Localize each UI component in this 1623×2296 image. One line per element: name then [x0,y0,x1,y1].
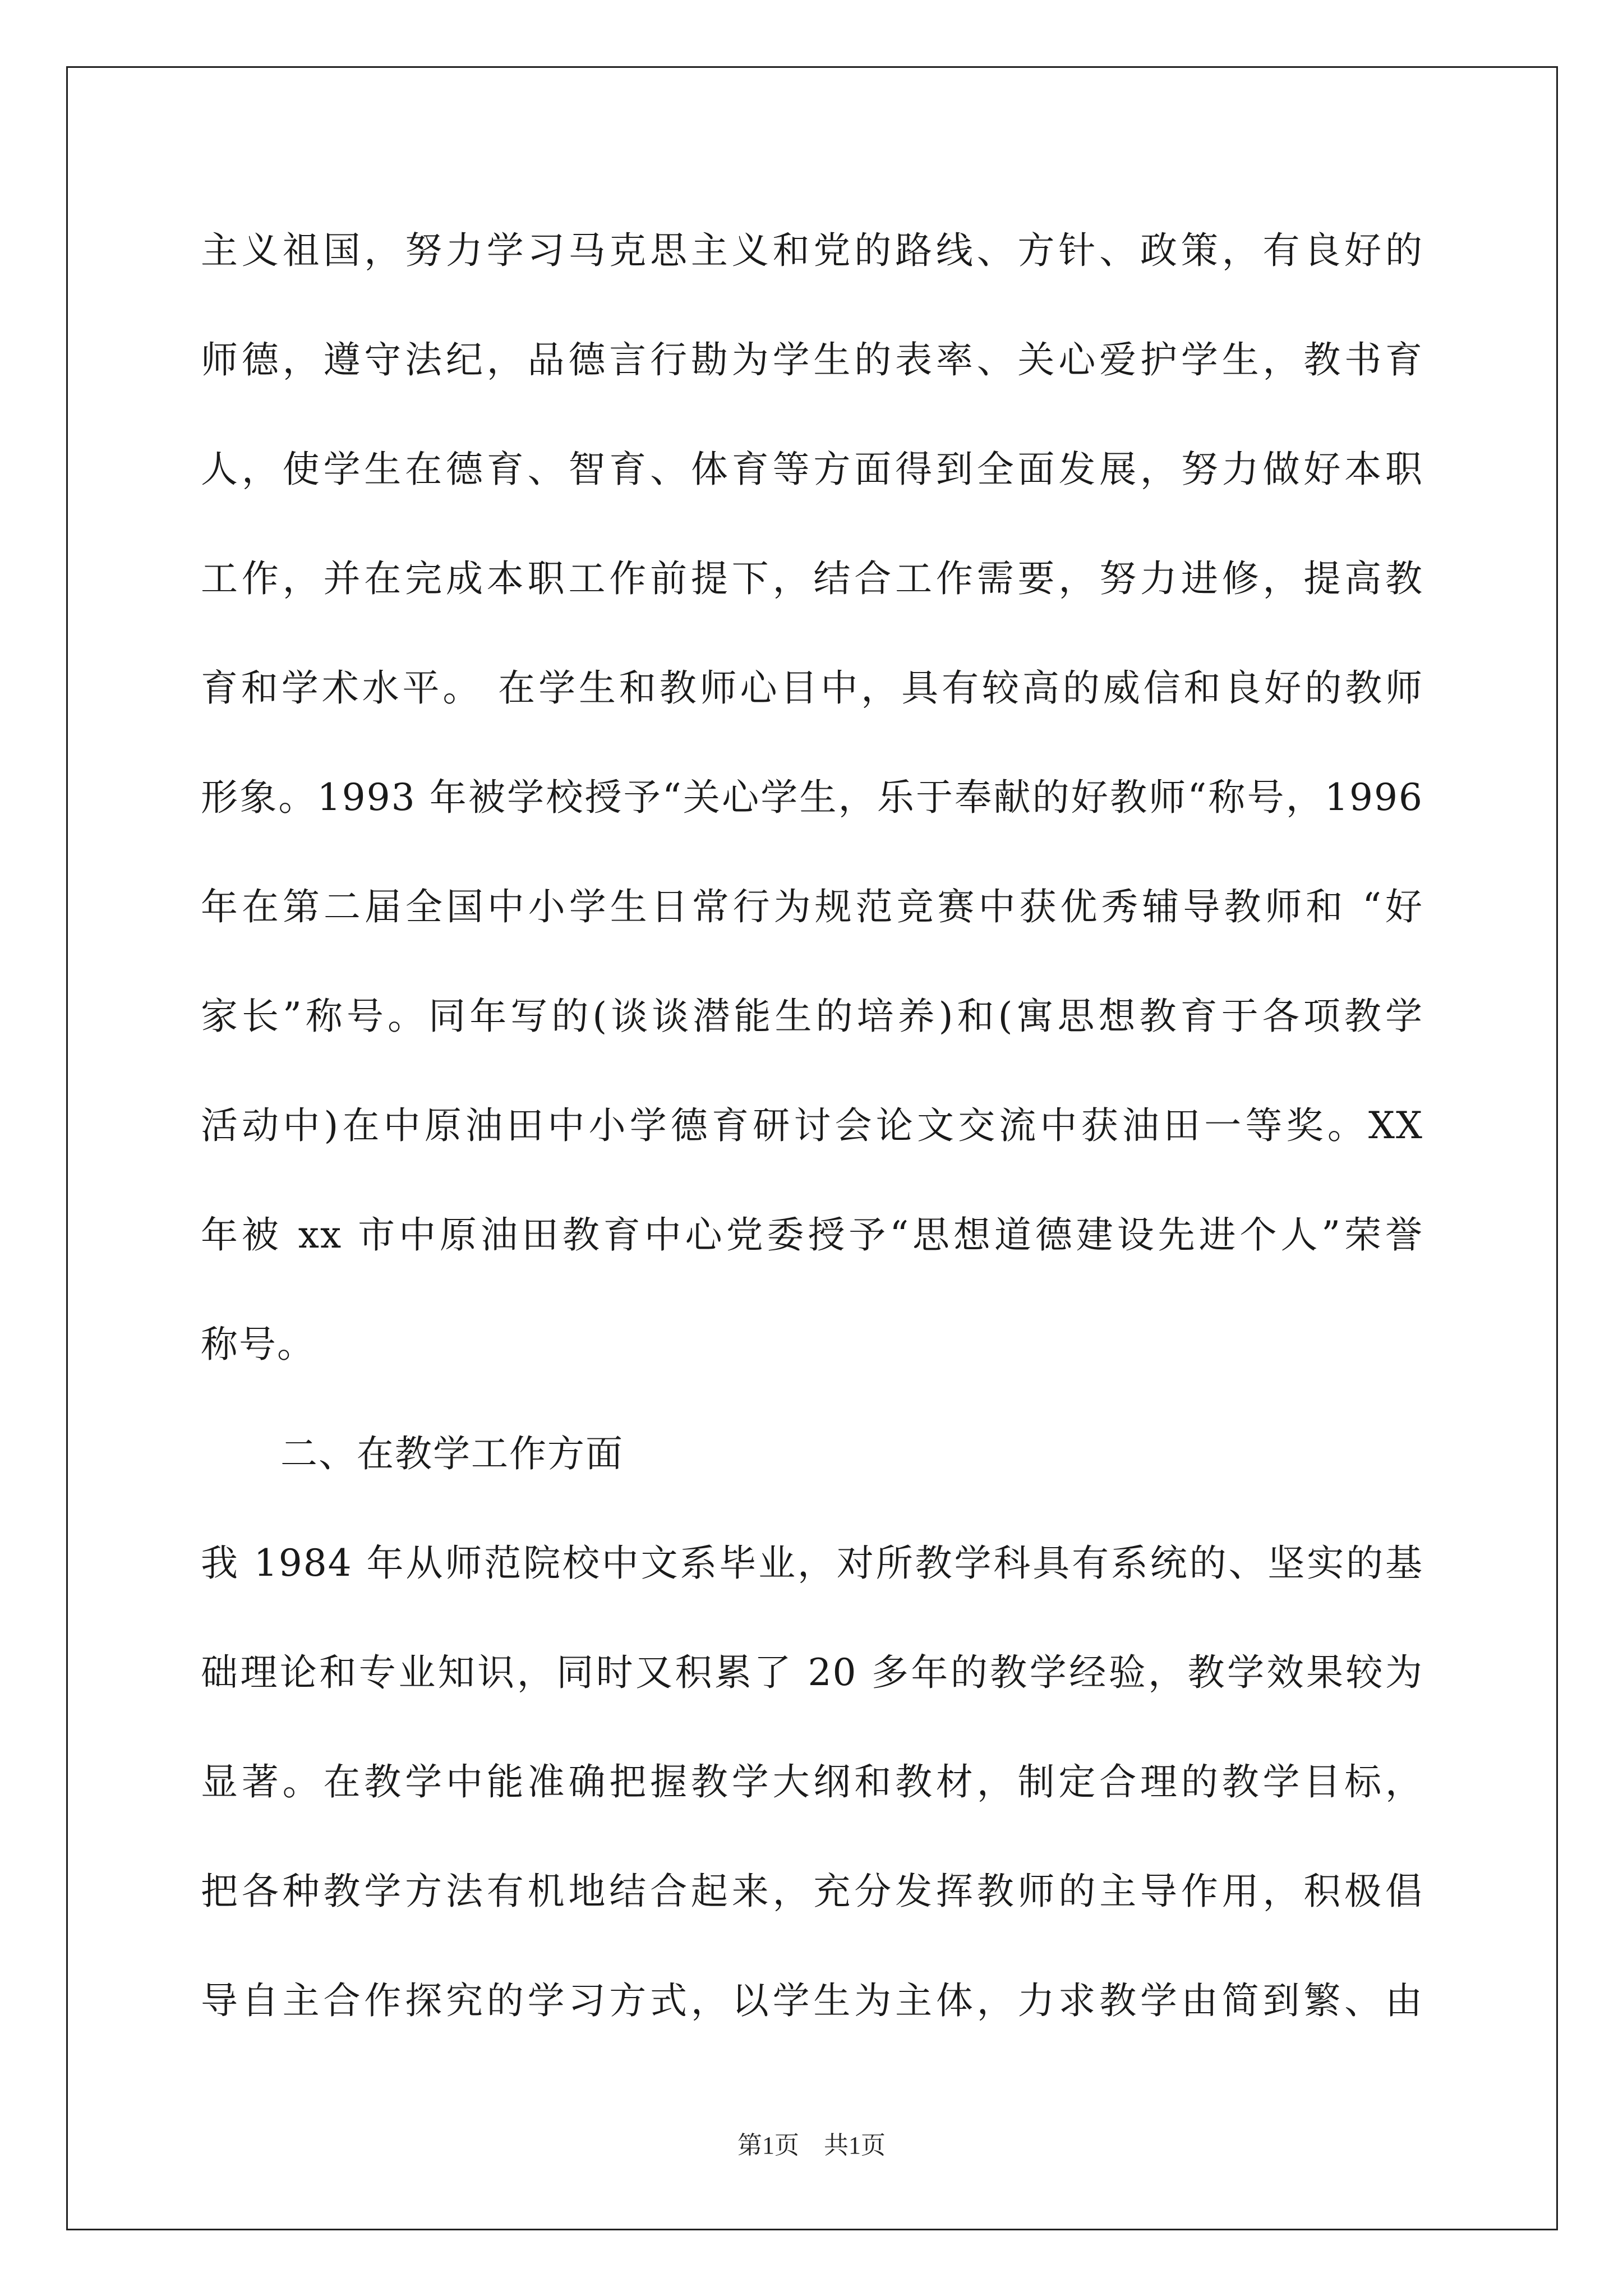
body-line-9: 活动中)在中原油田中小学德育研讨会论文交流中获油田一等奖。XX [201,1104,1423,1147]
section-heading: 二、在教学工作方面 [280,1432,624,1475]
body-line-7: 年在第二届全国中小学生日常行为规范竞赛中获优秀辅导教师和 “好 [201,885,1423,928]
page-footer: 第1页 共1页 [737,2132,886,2159]
body-line-2: 师德，遵守法纪，品德言行勘为学生的表率、关心爱护学生，教书育 [201,338,1423,381]
body-line-4: 工作，并在完成本职工作前提下，结合工作需要，努力进修，提高教 [201,557,1423,600]
body-line-5: 育和学术水平。 在学生和教师心目中，具有较高的威信和良好的教师 [201,666,1423,710]
body-line-1: 主义祖国，努力学习马克思主义和党的路线、方针、政策，有良好的 [201,229,1423,272]
body-line-3: 人，使学生在德育、智育、体育等方面得到全面发展，努力做好本职 [201,448,1423,491]
body-line-10: 年被 xx 市中原油田教育中心党委授予“思想道德建设先进个人”荣誉 [201,1213,1423,1257]
body-line-14: 显著。在教学中能准确把握教学大纲和教材，制定合理的教学目标， [201,1760,1423,1803]
body-line-12: 我 1984 年从师范院校中文系毕业，对所教学科具有系统的、坚实的基 [201,1542,1423,1585]
body-line-15: 把各种教学方法有机地结合起来，充分发挥教师的主导作用，积极倡 [201,1870,1423,1913]
body-line-16: 导自主合作探究的学习方式，以学生为主体，力求教学由简到繁、由 [201,1979,1423,2022]
body-line-11: 称号。 [201,1323,315,1366]
body-line-13: 础理论和专业知识，同时又积累了 20 多年的教学经验，教学效果较为 [201,1651,1423,1694]
body-line-6: 形象。1993 年被学校授予“关心学生，乐于奉献的好教师“称号，1996 [201,776,1423,819]
body-line-8: 家长”称号。同年写的(谈谈潜能生的培养)和(寓思想教育于各项教学 [201,995,1423,1038]
